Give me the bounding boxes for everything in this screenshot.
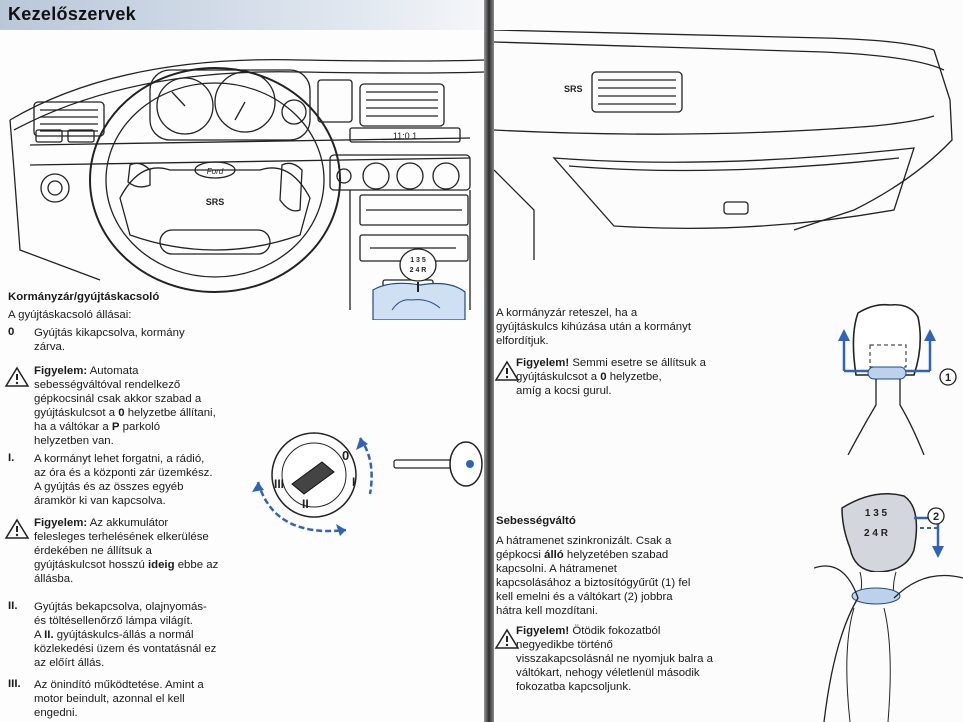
ignition-switch-illustration (244, 420, 484, 550)
position-III-marker: III. (8, 678, 21, 690)
position-I-marker: I. (8, 452, 15, 464)
svg-text:III: III (274, 477, 285, 491)
right-page (494, 0, 963, 722)
svg-text:11:0 1: 11:0 1 (392, 131, 418, 141)
header-bar (0, 0, 484, 30)
warning-icon (4, 518, 30, 540)
book-gutter (484, 0, 494, 722)
warning-downshift: Figyelem! Ötödik fokozatból negyedikbe történő visszakapcsolásnál ne nyomjuk balra a váltókart, nehogy véletlenül második fokozatba kapcsoljunk. (516, 625, 713, 693)
svg-text:1 3 5: 1 3 5 (410, 257, 426, 264)
position-III-text: Az önindító működtetése. Amint a motor beindult, azonnal el kell engedni. (34, 679, 204, 719)
airbag-label: SRS (205, 197, 225, 207)
warning-ignition-rolling: Figyelem! Semmi esetre se állítsuk a gyújtáskulcsot a 0 helyzetbe, amíg a kocsi gurul. (516, 357, 706, 397)
steering-lock-text: A kormányzár reteszel, ha a gyújtáskulcs kihúzása után a kormányt elfordítjuk. (496, 307, 692, 347)
intro-text: A gyújtáskacsoló állásai: (8, 309, 132, 321)
section-title-gearbox: Sebességváltó (496, 515, 576, 527)
svg-text:0: 0 (342, 448, 350, 463)
position-0-marker: 0 (8, 326, 15, 338)
position-II-text: Gyújtás bekapcsolva, olajnyomás- és töltésellenőrző lámpa világít. A II. gyújtáskulcs-állás a normál közlekedési üzem és vontatásnál ez az előírt állás. (34, 601, 217, 669)
callout-1: 1 (944, 372, 952, 384)
shift-lever-illustration (814, 488, 963, 722)
warning-icon (4, 366, 30, 388)
passenger-dashboard-illustration (494, 30, 963, 260)
position-0-text: Gyújtás kikapcsolva, kormány zárva. (34, 327, 185, 353)
position-II-marker: II. (8, 600, 18, 612)
section-title-steering-lock: Kormányzár/gyújtáskacsoló (8, 291, 160, 303)
warning-automatic: Figyelem: Automata sebességváltóval rendelkező gépkocsinál csak akkor szabad a gyújtáskulcsot a 0 helyzetbe állítani, ha a váltókar a P parkoló helyzetben van. (34, 365, 216, 447)
callout-2: 2 (932, 511, 940, 523)
svg-text:II: II (302, 497, 309, 511)
svg-text:I: I (352, 475, 356, 489)
dashboard-illustration (0, 30, 484, 320)
svg-text:Ford: Ford (206, 167, 224, 176)
svg-text:2 4 R: 2 4 R (409, 267, 427, 274)
svg-text:1 3 5: 1 3 5 (864, 508, 888, 519)
svg-text:2 4 R: 2 4 R (864, 528, 888, 539)
airbag-label-passenger: SRS (564, 84, 583, 94)
page-title: Kezelőszervek (8, 4, 136, 24)
position-I-text: A kormányt lehet forgatni, a rádió, az óra és a központi zár üzemkész. A gyújtás és az összes egyéb áramkör ki van kapcsolva. (34, 453, 213, 507)
reverse-ring-illustration (814, 295, 963, 455)
warning-battery: Figyelem: Az akkumulátor felesleges terhelésének elkerülése érdekében ne állítsuk a gyújtáskulcsot hosszú ideig ebbe az állásba. (34, 517, 219, 585)
gearbox-text: A hátramenet szinkronizált. Csak a gépkocsi álló helyzetében szabad kapcsolni. A hátramenet kapcsolásához a biztosítógyűrűt (1) fel kell emelni és a váltókart (2) jobbra hátra kell mozdítani. (496, 535, 691, 617)
